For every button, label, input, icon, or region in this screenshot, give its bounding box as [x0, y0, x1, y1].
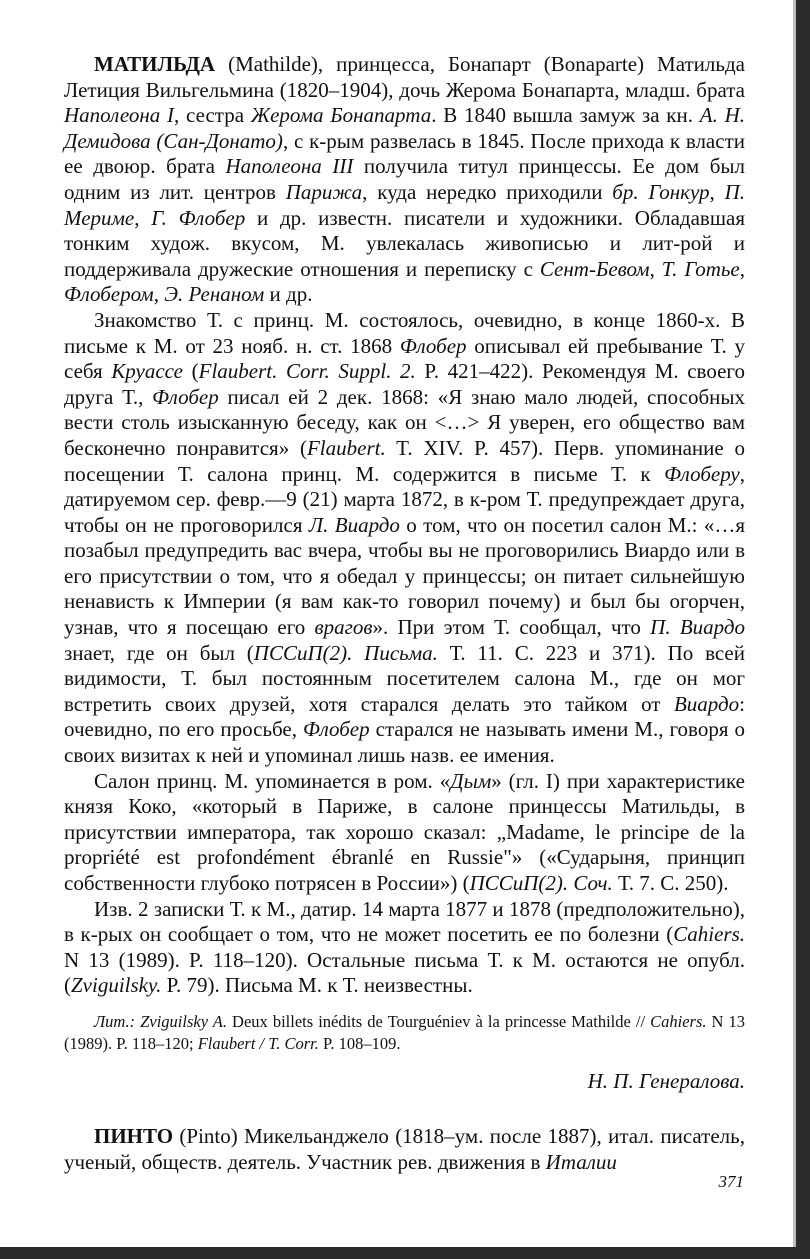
- text-run: , куда нередко приходили: [362, 179, 613, 204]
- text-run: Италии: [545, 1149, 617, 1174]
- entry-mathilde-paragraph-3: [64, 769, 745, 897]
- text-run: Г. Флобер: [151, 205, 246, 230]
- text-run: , с к-рым развелась в 1845. После прихода к власти ее двоюр. брата: [64, 128, 745, 179]
- text-run: Флобер: [152, 384, 219, 409]
- text-run: Э. Ренаном: [164, 282, 265, 307]
- text-run: Flaubert. Corr. Suppl. 2.: [198, 359, 416, 384]
- text-run: Сент-Бевом: [539, 256, 650, 281]
- text-run: » (гл. I) при характеристике князя Коко, «который в Париже, в салоне принцессы Матильды, в присутствии императора, так хорошо сказал: „Madame, le principe de la propriété est profondément ébranlé en Russie"» («Сударыня, принцип собственности глубоко потрясен в России») (: [64, 768, 745, 895]
- text-run: Круассе: [111, 359, 184, 384]
- text-run: Виардо: [673, 691, 740, 716]
- text-run: Парижа: [285, 179, 363, 204]
- text-run: Флобер: [303, 717, 370, 742]
- page-number: 371: [718, 1172, 744, 1191]
- entry-pinto-paragraph-1: [64, 1124, 745, 1175]
- text-run: ,: [709, 179, 725, 204]
- text-run: Дым: [450, 768, 492, 793]
- text-run: П. Виардо: [650, 615, 745, 640]
- text-run: Наполеона III: [225, 154, 354, 179]
- text-run: ПССиП(2). Соч.: [469, 871, 613, 895]
- text-run: Т. Готье: [661, 256, 740, 281]
- text-run: ,: [134, 205, 152, 230]
- entry-pinto: [64, 1124, 745, 1175]
- text-run: бр. Гонкур: [612, 179, 710, 204]
- text-run: . В 1840 вышла замуж за кн.: [431, 103, 700, 128]
- text-run: ,: [739, 256, 746, 281]
- text-run: описывал ей пребывание Т. у себя: [64, 333, 745, 384]
- text-run: и др. известн. писатели и художники. Обладавшая тонким худож. вкусом, М. увлекалась живописью и лит-рой и поддерживала дружеские отношения и переписку с: [64, 205, 745, 281]
- text-run: ПССиП(2). Письма.: [253, 640, 438, 665]
- page-content: [64, 52, 745, 1175]
- text-run: Flaubert / T. Corr.: [197, 1033, 319, 1053]
- text-run: , сестра: [174, 103, 251, 128]
- text-run: ,: [649, 256, 662, 281]
- page-scan-edge-bottom: [0, 1247, 810, 1259]
- text-run: (Mathilde), принцесса, Бонапарт (Bonaparte) Матильда Летиция Вильгельмина (1820–1904), дочь Жерома Бонапарта, младш. брата: [64, 52, 745, 102]
- text-run: : очевидно, по его просьбе,: [64, 691, 745, 742]
- text-run: знает, где он был (: [64, 640, 254, 665]
- text-run: Cahiers.: [650, 1011, 707, 1031]
- text-run: Изв. 2 записки Т. к М., датир. 14 марта 1877 и 1878 (предположительно), в к-рых он сообщает о том, что не может посетить ее по болезни (: [64, 896, 745, 947]
- entry-mathilde-paragraph-1: [64, 52, 745, 308]
- entry-mathilde-paragraph-2: [64, 308, 745, 769]
- text-run: старался не называть имени М., говоря о своих визитах к ней и упоминал лишь назв. ее имения.: [64, 717, 745, 768]
- text-run: А. Н. Демидова (Сан-Донато): [64, 103, 746, 153]
- page-scan-shadow: [793, 0, 796, 1247]
- text-run: ПИНТО: [94, 1123, 174, 1148]
- article-author: Н. П. Генералова.: [587, 1068, 745, 1093]
- text-run: (: [183, 359, 199, 384]
- text-run: Deux billets inédits de Tourguéniev à la princesse Mathilde //: [227, 1011, 651, 1031]
- text-run: и др.: [264, 282, 313, 307]
- text-run: Флобер: [399, 333, 467, 358]
- text-run: P. 79). Письма М. к Т. неизвестны.: [161, 973, 473, 998]
- text-run: Знакомство Т. с принц. М. состоялось, очевидно, в конце 1860-х. В письме к М. от 23 нояб. н. ст. 1868: [64, 307, 745, 358]
- text-run: Flaubert.: [306, 435, 386, 460]
- text-run: Т. 7. С. 250).: [612, 871, 729, 895]
- text-run: Наполеона I: [64, 103, 175, 128]
- text-run: Cahiers.: [673, 922, 745, 947]
- text-run: МАТИЛЬДА: [94, 52, 216, 76]
- text-run: (Pinto) Микельанджело (1818–ум. после 1887), итал. писатель, ученый, обществ. деятель. Участник рев. движения в: [64, 1123, 745, 1174]
- text-run: N 13 (1989). P. 118–120;: [64, 1011, 746, 1053]
- text-run: писал ей 2 дек. 1868: «Я знаю мало людей, способных вести столь изысканную беседу, как он <…> Я уверен, его общество вам бесконечно понравится» (: [64, 384, 745, 460]
- text-run: ,: [153, 282, 165, 307]
- literature-references: [64, 1011, 745, 1055]
- text-run: врагов: [314, 615, 373, 640]
- text-run: о том, что он посетил салон М.: «…я позабыл предупредить вас вчера, чтобы вы не проговорились Виардо или в его присутствии о том, что я обедал у принцессы; он питает сильнейшую ненависть к Империи (я вам как-то говорил почему) и был бы огорчен, узнав, что я посещаю его: [64, 512, 745, 640]
- text-run: получила титул принцессы. Ее дом был одним из лит. центров: [64, 154, 745, 204]
- text-run: Zviguilsky.: [71, 973, 162, 998]
- text-run: T. XIV. P. 457). Перв. упоминание о посещении Т. салона принц. М. содержится в письме Т. к: [64, 435, 745, 486]
- text-run: Жерома Бонапарта: [250, 103, 432, 128]
- text-run: Флоберу: [664, 461, 740, 486]
- text-run: P. 108–109.: [318, 1033, 401, 1053]
- text-run: P. 421–422). Рекомендуя М. своего друга Т.,: [64, 359, 745, 409]
- text-run: П. Мериме: [64, 179, 746, 230]
- text-run: , датируемом сер. февр.—9 (21) марта 1872, в к-ром Т. предупреждает друга, чтобы он не проговорился: [64, 461, 745, 537]
- entry-mathilde: [64, 52, 745, 1094]
- text-run: N 13 (1989). P. 118–120). Остальные письма Т. к М. остаются не опубл. (: [64, 947, 745, 998]
- text-run: Салон принц. М. упоминается в ром. «: [94, 768, 451, 793]
- text-run: ». При этом Т. сообщал, что: [372, 615, 651, 640]
- page-scan-edge-right: [796, 0, 810, 1259]
- entry-mathilde-paragraph-4: [64, 897, 745, 999]
- text-run: Флобером: [64, 282, 154, 307]
- text-run: Л. Виардо: [308, 512, 400, 537]
- text-run: Т. 11. С. 223 и 371). По всей видимости, Т. был постоянным посетителем салона М., где он мог встретить своих друзей, хотя старался делать это тайком от: [64, 640, 745, 716]
- text-run: Лит.: Zviguilsky A.: [94, 1011, 227, 1031]
